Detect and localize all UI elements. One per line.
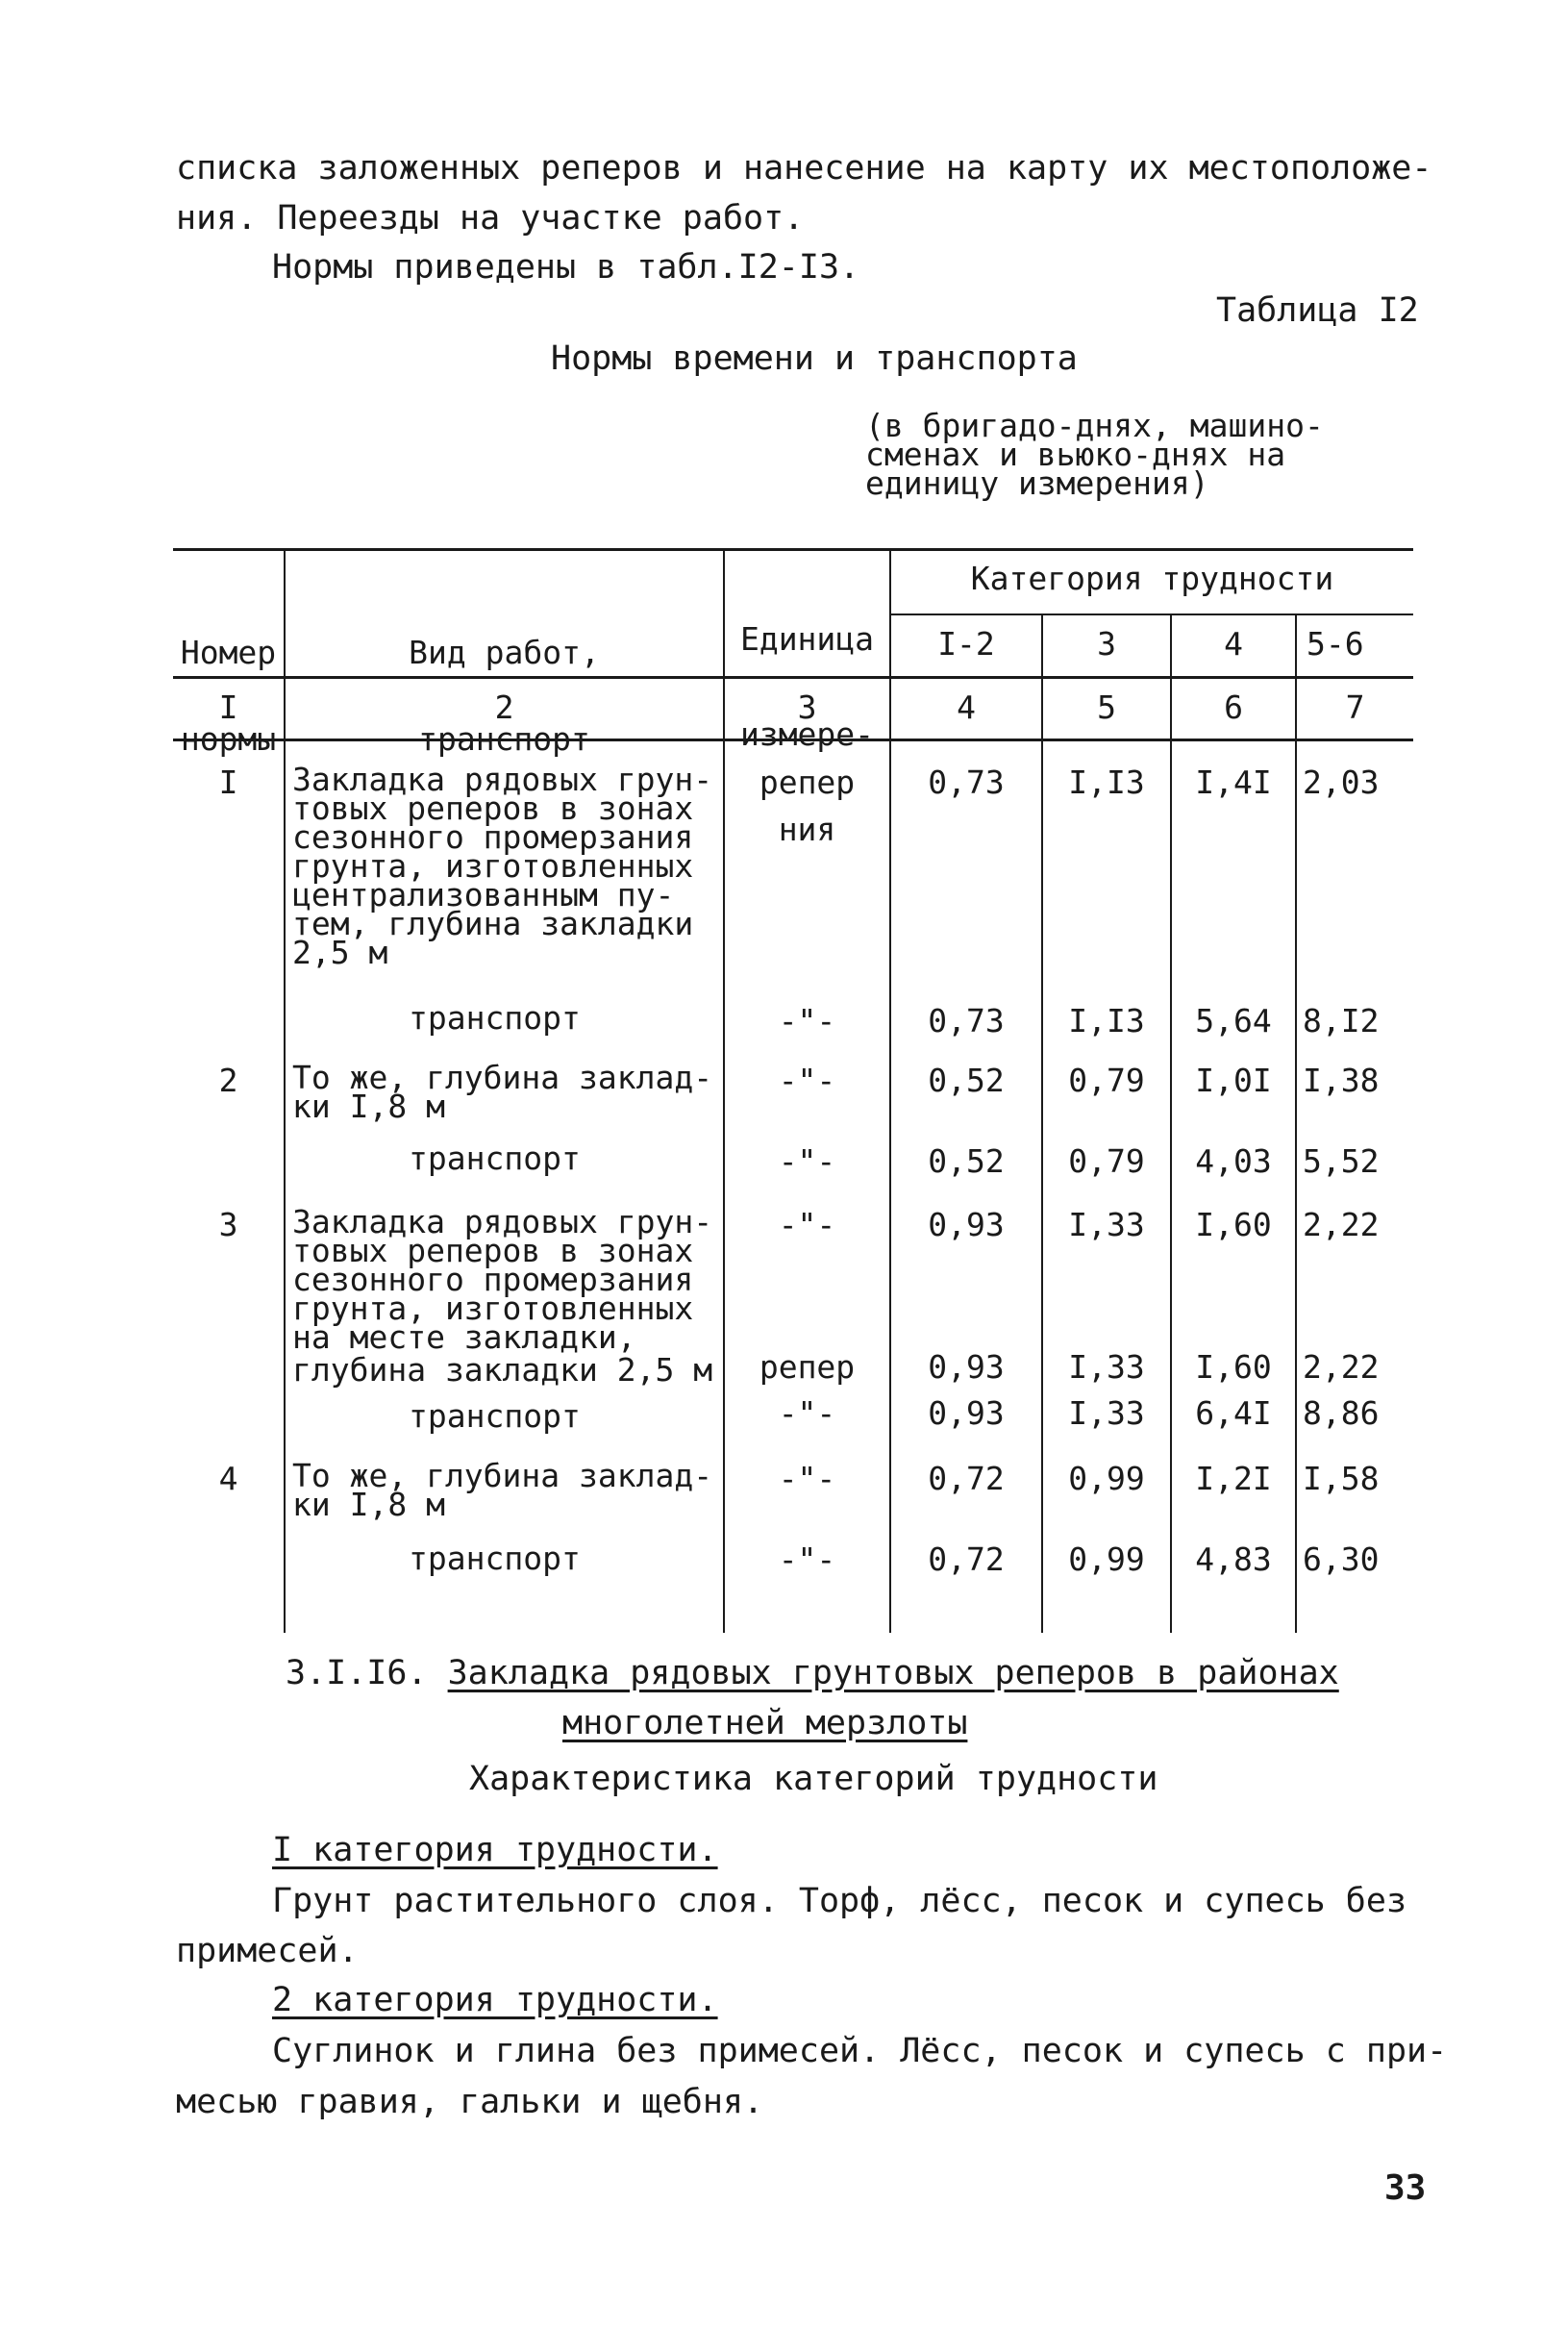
col-number: 3 xyxy=(797,689,817,726)
section-title-line-1: Закладка рядовых грунтовых реперов в районах xyxy=(447,1654,1339,1692)
row-unit: -"- xyxy=(778,1062,836,1099)
row-value: I,33 xyxy=(1068,1348,1145,1386)
col-number: 4 xyxy=(957,689,976,726)
col-number: 5 xyxy=(1097,689,1116,726)
table-label: Таблица I2 xyxy=(1216,291,1419,330)
row-description: То же, глубина заклад- ки I,8 м xyxy=(292,1457,713,1523)
row-value: 0,52 xyxy=(928,1062,1005,1099)
row-value: 8,86 xyxy=(1303,1394,1380,1432)
row-value: 5,64 xyxy=(1195,1002,1272,1039)
header-unit xyxy=(725,560,889,909)
row-value: 2,22 xyxy=(1303,1206,1380,1243)
category-2-text-line-2: месью гравия, гальки и щебня. xyxy=(176,2083,764,2121)
row-value: I,0I xyxy=(1195,1062,1272,1099)
row-value: I,33 xyxy=(1068,1206,1145,1243)
table-note: (в бригадо-днях, машино-сменах и вьюко-днях на единицу измерения) xyxy=(865,407,1324,502)
intro-line-1: списка заложенных реперов и нанесение на карту их местоположе- xyxy=(176,149,1432,188)
header-cat-3: 3 xyxy=(1097,625,1116,663)
header-category: Категория трудности xyxy=(970,560,1334,597)
row-value: 2,03 xyxy=(1303,764,1380,801)
row-value: 0,73 xyxy=(928,764,1005,801)
header-cat-4: 4 xyxy=(1224,625,1243,663)
row-value: 0,73 xyxy=(928,1002,1005,1039)
row-unit: репер xyxy=(759,1348,856,1386)
header-text: нормы xyxy=(180,720,277,758)
section-subtitle: Характеристика категорий трудности xyxy=(469,1760,1158,1798)
table-title: Нормы времени и транспорта xyxy=(551,339,1078,378)
col-number: I xyxy=(218,689,238,726)
row-value: 0,79 xyxy=(1068,1142,1145,1180)
col-divider xyxy=(1295,614,1297,1633)
row-unit: -"- xyxy=(778,1540,836,1578)
row-value: I,4I xyxy=(1195,764,1272,801)
row-description: транспорт xyxy=(409,1397,581,1435)
row-value: I,58 xyxy=(1303,1460,1380,1497)
row-value: 0,93 xyxy=(928,1348,1005,1386)
row-value: 5,52 xyxy=(1303,1142,1380,1180)
row-norm-no: I xyxy=(218,764,238,801)
row-value: I,2I xyxy=(1195,1460,1272,1497)
section-number: 3.I.I6. xyxy=(286,1654,428,1692)
intro-line-2: ния. Переезды на участке работ. xyxy=(176,199,805,238)
header-cat-5-6: 5-6 xyxy=(1307,625,1364,663)
header-text: транспорт xyxy=(418,720,590,758)
header-text: Номер xyxy=(180,634,277,671)
row-value: 0,99 xyxy=(1068,1460,1145,1497)
header-text: ния xyxy=(778,811,836,848)
row-value: 0,93 xyxy=(928,1206,1005,1243)
row-description: Закладка рядовых грун- товых реперов в зонах сезонного промерзания грунта, изготовленных на месте закладки, xyxy=(292,1203,713,1356)
section-heading xyxy=(286,1654,1339,1692)
col-number: 2 xyxy=(494,689,514,726)
norms-table xyxy=(173,548,1413,1633)
row-value: 0,72 xyxy=(928,1540,1005,1578)
row-value: I,I3 xyxy=(1068,1002,1145,1039)
category-2-heading: 2 категория трудности. xyxy=(272,1981,718,2019)
row-value: I,I3 xyxy=(1068,764,1145,801)
row-value: I,33 xyxy=(1068,1394,1145,1432)
category-1-heading: I категория трудности. xyxy=(272,1831,718,1869)
header-text: Вид работ, xyxy=(409,634,600,671)
row-unit: -"- xyxy=(778,1394,836,1432)
category-1-text-line-2: примесей. xyxy=(176,1932,359,1970)
row-unit: -"- xyxy=(778,1206,836,1243)
row-value: I,60 xyxy=(1195,1206,1272,1243)
row-norm-no: 3 xyxy=(218,1206,238,1243)
row-value: 6,30 xyxy=(1303,1540,1380,1578)
category-header-rule xyxy=(891,614,1413,615)
row-value: 8,I2 xyxy=(1303,1002,1380,1039)
row-norm-no: 2 xyxy=(218,1062,238,1099)
row-unit: -"- xyxy=(778,1002,836,1039)
category-1-text-line-1: Грунт растительного слоя. Торф, лёсс, песок и супесь без xyxy=(272,1882,1407,1920)
header-text: измере- xyxy=(739,715,875,753)
row-value: 0,52 xyxy=(928,1142,1005,1180)
row-value: 4,83 xyxy=(1195,1540,1272,1578)
row-description: Закладка рядовых грун- товых реперов в зонах сезонного промерзания грунта, изготовленных централизованным пу- тем, глубина закладки 2,5 м xyxy=(292,761,713,971)
page-number: 33 xyxy=(1384,2168,1427,2208)
row-description: транспорт xyxy=(409,999,581,1037)
section-title-line-2: многолетней мерзлоты xyxy=(562,1704,968,1742)
row-value: 6,4I xyxy=(1195,1394,1272,1432)
row-value: 0,72 xyxy=(928,1460,1005,1497)
row-unit: -"- xyxy=(778,1460,836,1497)
row-unit: -"- xyxy=(778,1142,836,1180)
row-value: I,38 xyxy=(1303,1062,1380,1099)
category-2-text-line-1: Суглинок и глина без примесей. Лёсс, песок и супесь с при- xyxy=(272,2032,1448,2070)
row-value: 0,99 xyxy=(1068,1540,1145,1578)
col-number: 6 xyxy=(1224,689,1243,726)
row-value: 4,03 xyxy=(1195,1142,1272,1180)
header-text: Единица xyxy=(739,620,875,658)
intro-line-3: Нормы приведены в табл.I2-I3. xyxy=(272,248,860,287)
row-description: глубина закладки 2,5 м xyxy=(292,1351,713,1389)
row-value: 2,22 xyxy=(1303,1348,1380,1386)
header-cat-1-2: I-2 xyxy=(937,625,995,663)
row-description: транспорт xyxy=(409,1139,581,1177)
row-value: I,60 xyxy=(1195,1348,1272,1386)
row-description: транспорт xyxy=(409,1540,581,1577)
row-value: 0,93 xyxy=(928,1394,1005,1432)
row-description: То же, глубина заклад- ки I,8 м xyxy=(292,1059,713,1125)
row-unit: репер xyxy=(759,764,856,801)
row-norm-no: 4 xyxy=(218,1460,238,1497)
col-number: 7 xyxy=(1345,689,1365,726)
row-value: 0,79 xyxy=(1068,1062,1145,1099)
table-top-rule xyxy=(173,548,1413,551)
